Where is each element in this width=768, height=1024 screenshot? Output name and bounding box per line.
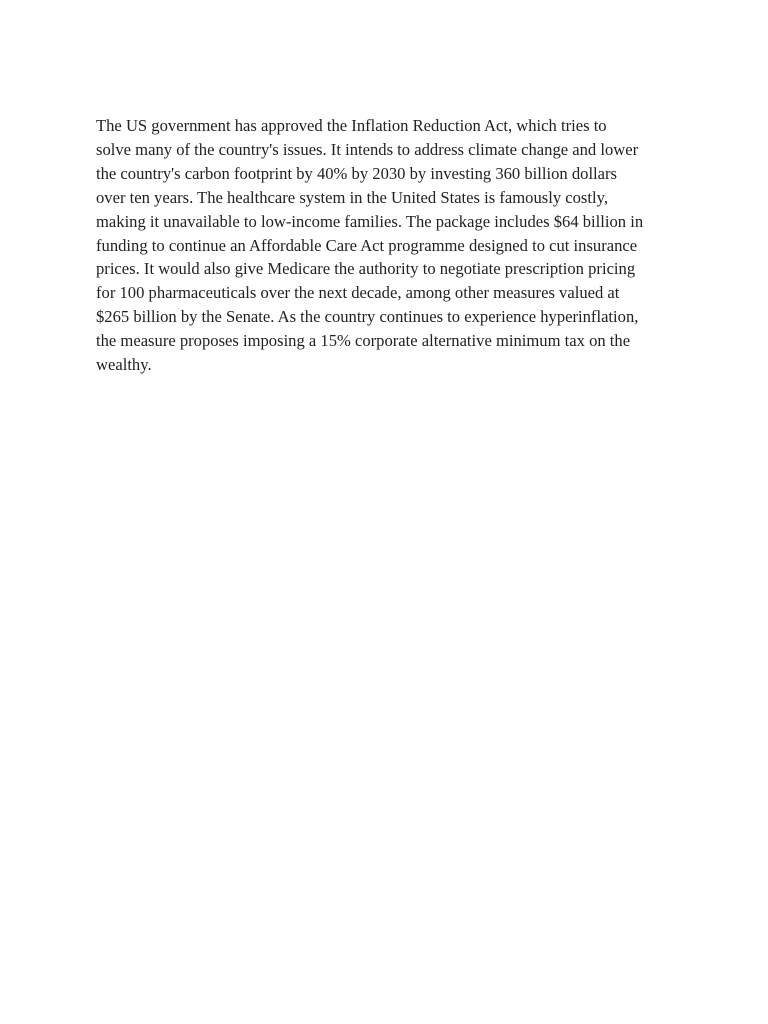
paragraph-line: The US government has approved the Inflation Reduction Act, which tries to xyxy=(96,116,607,135)
paragraph-line: for 100 pharmaceuticals over the next decade, among other measures valued at xyxy=(96,283,620,303)
paragraph-line: over ten years. The healthcare system in the United States is famously costly, xyxy=(96,187,608,207)
paragraph-line: wealthy. xyxy=(96,355,152,375)
paragraph-line: solve many of the country's issues. It intends to address climate change and lower xyxy=(96,139,639,159)
paragraph-line: prices. It would also give Medicare the authority to negotiate prescription pricing xyxy=(96,259,636,279)
paragraph-line: the measure proposes imposing a 15% corporate alternative minimum tax on the xyxy=(96,331,631,351)
paragraph-line: funding to continue an Affordable Care Act programme designed to cut insurance xyxy=(96,235,638,255)
paragraph-line: the country's carbon footprint by 40% by 2030 by investing 360 billion dollars xyxy=(96,163,618,183)
paragraph-line: making it unavailable to low-income families. The package includes $64 billion in xyxy=(96,211,644,231)
body-paragraph xyxy=(96,114,676,377)
paragraph-line: $265 billion by the Senate. As the country continues to experience hyperinflation, xyxy=(96,307,639,327)
